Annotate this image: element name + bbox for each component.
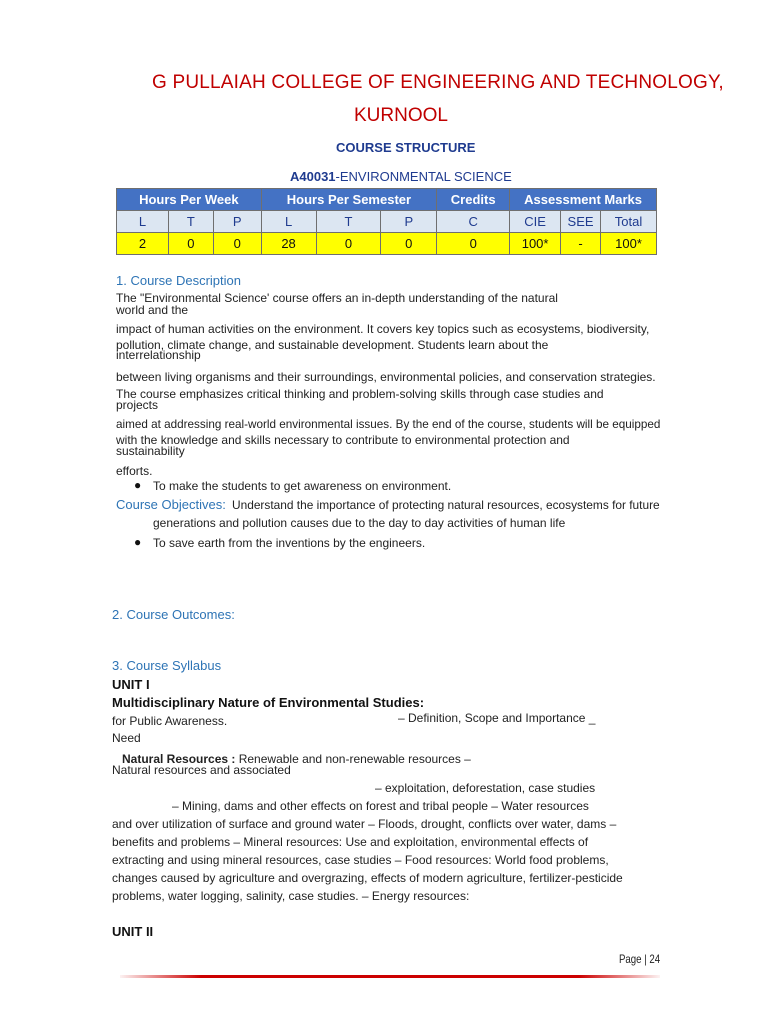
value-cell: 0 — [168, 233, 213, 255]
value-cell: 0 — [213, 233, 261, 255]
value-cell: 100* — [601, 233, 657, 255]
syllabus-line: Need — [112, 731, 141, 745]
syllabus-line: – Mining, dams and other effects on forest and tribal people – Water resources — [172, 799, 589, 813]
syllabus-line: and over utilization of surface and ground water – Floods, drought, conflicts over water, dams – — [112, 817, 617, 831]
unit2-label: UNIT II — [112, 924, 154, 939]
footer-divider — [120, 975, 660, 978]
subheader-cell: CIE — [510, 211, 561, 233]
description-line: interrelationship — [116, 348, 201, 362]
description-line: efforts. — [116, 464, 153, 478]
subheader-cell: L — [261, 211, 316, 233]
syllabus-line: Natural resources and associated — [112, 763, 291, 777]
header-credits: Credits — [437, 189, 510, 211]
header-hours-per-semester: Hours Per Semester — [261, 189, 437, 211]
syllabus-line: extracting and using mineral resources, case studies – Food resources: World food problems, — [112, 853, 609, 867]
syllabus-line: – exploitation, deforestation, case studies — [375, 781, 596, 795]
page-number: Page | 24 — [619, 952, 661, 966]
subheader-cell: Total — [601, 211, 657, 233]
objective-item: To make the students to get awareness on environment. — [153, 479, 452, 493]
syllabus-line: benefits and problems – Mineral resources: Use and exploitation, environmental effects of — [112, 835, 589, 849]
course-code: A40031 — [290, 169, 336, 184]
subheader-cell: SEE — [561, 211, 601, 233]
objective-item: To save earth from the inventions by the engineers. — [153, 536, 426, 550]
course-name: -ENVIRONMENTAL SCIENCE — [335, 169, 512, 184]
syllabus-line: problems, water logging, salinity, case studies. – Energy resources: — [112, 889, 470, 903]
unit1-label: UNIT I — [112, 677, 150, 692]
description-line: projects — [116, 398, 159, 412]
objective-item-continued: generations and pollution causes due to the day to day activities of human life — [153, 516, 566, 530]
table-group-header-row — [117, 189, 657, 211]
description-line: world and the — [116, 303, 189, 317]
value-cell: - — [561, 233, 601, 255]
description-line: The course emphasizes critical thinking and problem-solving skills through case studies and — [116, 387, 604, 401]
subheader-cell: P — [213, 211, 261, 233]
bullet-icon: ● — [134, 535, 142, 549]
description-line: The "Environmental Science' course offers an in-depth understanding of the natural — [116, 291, 558, 305]
header-assessment-marks: Assessment Marks — [510, 189, 657, 211]
college-name-line1: G PULLAIAH COLLEGE OF ENGINEERING AND TECHNOLOGY, — [152, 72, 724, 93]
syllabus-line: for Public Awareness. — [112, 714, 228, 728]
value-cell: 0 — [381, 233, 437, 255]
value-cell: 2 — [117, 233, 169, 255]
unit1-title: Multidisciplinary Nature of Environmental Studies: — [112, 695, 425, 710]
table-subheader-row — [117, 211, 657, 233]
subheader-cell: C — [437, 211, 510, 233]
header-hours-per-week: Hours Per Week — [117, 189, 262, 211]
value-cell: 0 — [316, 233, 381, 255]
section1-heading: 1. Course Description — [116, 273, 241, 288]
syllabus-line: – Definition, Scope and Importance _ — [398, 711, 596, 725]
table-values-row — [117, 233, 657, 255]
course-structure-table — [116, 188, 657, 255]
natural-resources-label: Natural Resources : — [122, 752, 236, 766]
value-cell: 28 — [261, 233, 316, 255]
value-cell: 100* — [510, 233, 561, 255]
description-line: aimed at addressing real-world environmental issues. By the end of the course, students will be equipped — [116, 417, 661, 431]
subheader-cell: T — [168, 211, 213, 233]
subheader-cell: P — [381, 211, 437, 233]
value-cell: 0 — [437, 233, 510, 255]
section3-heading: 3. Course Syllabus — [112, 658, 222, 673]
description-line: impact of human activities on the environment. It covers key topics such as ecosystems, biodiversity, — [116, 322, 650, 336]
objective-item: Understand the importance of protecting natural resources, ecosystems for future — [232, 498, 660, 512]
description-line: with the knowledge and skills necessary to contribute to environmental protection and — [116, 433, 570, 447]
course-title — [290, 169, 512, 184]
subheader-cell: L — [117, 211, 169, 233]
section2-heading: 2. Course Outcomes: — [112, 607, 235, 622]
syllabus-line: changes caused by agriculture and overgrazing, effects of modern agriculture, fertilizer-pesticide — [112, 871, 623, 885]
college-name-line2: KURNOOL — [354, 105, 448, 126]
course-structure-title: COURSE STRUCTURE — [336, 140, 476, 155]
subheader-cell: T — [316, 211, 381, 233]
description-line: sustainability — [116, 444, 185, 458]
description-line: pollution, climate change, and sustainable development. Students learn about the — [116, 338, 549, 352]
description-line: between living organisms and their surroundings, environmental policies, and conservation strategies. — [116, 370, 656, 384]
bullet-icon: ● — [134, 478, 142, 492]
natural-resources-text: Renewable and non-renewable resources – — [235, 752, 471, 766]
course-objectives-heading: Course Objectives: — [116, 497, 226, 512]
